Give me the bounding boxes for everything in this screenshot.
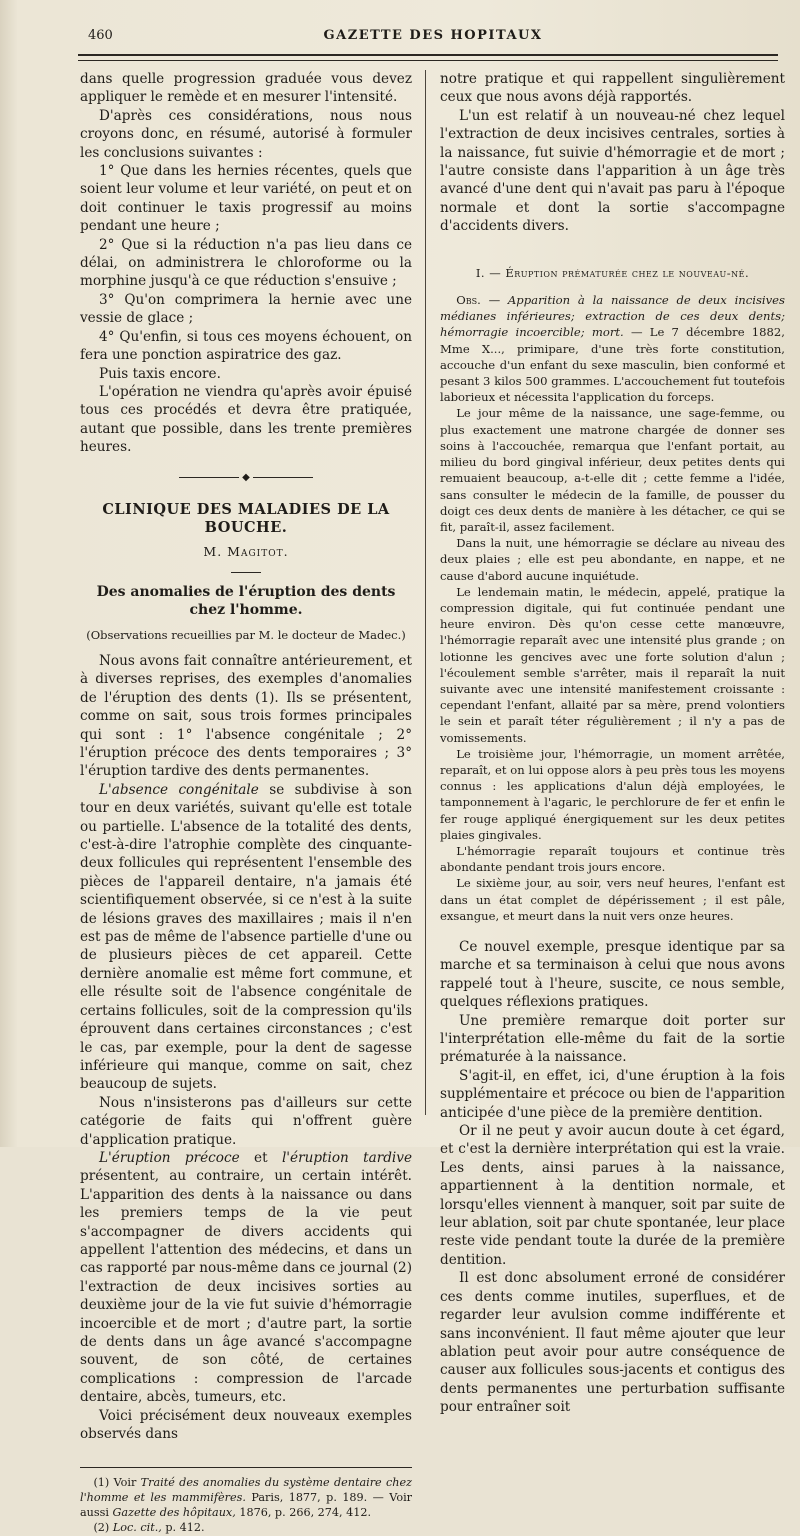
paragraph: notre pratique et qui rappellent singulièrement ceux que nous avons déjà rapportés. xyxy=(440,71,785,106)
page-number: 460 xyxy=(88,28,113,43)
footnote-1: (1) Voir Traité des anomalies du système dentaire chez l'homme et les mammifères. Paris, 1877, p. 189. — Voir aussi Gazette des hôpitaux, 1876, p. 266, 274, 412. xyxy=(80,1476,412,1520)
observation-paragraph: Le lendemain matin, le médecin, appelé, pratique la compression digitale, qui fut continuée pendant une heure environ. Dès qu'on cesse cette manœuvre, l'hémorragie reparaît avec une intensité plus grande ; on lotionne les gencives avec une forte solution d'alun ; l'écoulement semble s'arrêter, mais il reparaît la nuit suivante avec une intensité manifestement croissante : cependant l'enfant, allaité par sa mère, prend volontiers le sein et paraît téter régulièrement ; il n'y a pas de vomissements. xyxy=(440,584,785,745)
paragraph: D'après ces considérations, nous nous croyons donc, en résumé, autorisé à formuler les conclusions suivantes : xyxy=(80,107,412,161)
paragraph: Il est donc absolument erroné de considérer ces dents comme inutiles, superflues, et de regarder leur avulsion comme indifférente et sans inconvénient. Il faut même ajouter que leur ablation peut avoir pour autre conséquence de causer aux follicules sous-jacents et contigus des dents permanentes une perturbation suffisante pour entraîner soit xyxy=(440,1270,785,1416)
observation-credit: (Observations recueillies par M. le docteur de Madec.) xyxy=(86,627,406,642)
author-name: M. Magitot. xyxy=(203,544,289,560)
paragraph: Voici précisément deux nouveaux exemples observés dans xyxy=(80,1407,412,1443)
observation-intro: Obs. — Apparition à la naissance de deux incisives médianes inférieures; extraction de ces deux dents; hémorragie incoercible; mort. — Le 7 décembre 1882, Mme X..., primipare, d'une très forte constitution, accouche d'un enfant du sexe masculin, bien conformé et pesant 3 kilos 500 grammes. L'accouchement fut toutefois laborieux et nécessita l'application du forceps. xyxy=(440,293,785,405)
small-divider xyxy=(231,572,261,573)
conclusion-item: 1° Que dans les hernies récentes, quels que soient leur volume et leur variété, on peut et on doit continuer le taxis progressif au moins pendant une heure ; xyxy=(80,163,412,235)
conclusion-item: 3° Qu'on comprimera la hernie avec une vessie de glace ; xyxy=(80,291,412,327)
footnote-2: (2) Loc. cit., p. 412. xyxy=(93,1520,205,1534)
paragraph: L'absence congénitale se subdivise à son tour en deux variétés, suivant qu'elle est totale ou partielle. L'absence de la totalité des dents, c'est-à-dire l'atrophie complète des cinquante-deux follicules qui représentent l'ensemble des pièces de l'appareil dentaire, n'a jamais été scientifiquement observée, si ce n'est à la suite de lésions graves des maxillaires ; mais il n'en est pas de même de l'absence partielle d'une ou de plusieurs pièces de cet appareil. Cette dernière anomalie est même fort commune, et elle résulte soit de l'absence congénitale de certains follicules, soit de la compression qu'ils éprouvent dans certaines circonstances ; c'est le cas, par exemple, pour la dent de sagesse inférieure qui manque, comme on sait, chez beaucoup de sujets. xyxy=(80,781,413,1093)
column-divider xyxy=(425,70,426,1115)
section-heading: I. — Éruption prématurée chez le nouveau-né. xyxy=(475,265,750,280)
paragraph: Or il ne peut y avoir aucun doute à cet égard, et c'est la dernière interprétation qui est la vraie. Les dents, ainsi parues à la naissance, appartiennent à la dentition normale, et lorsqu'elles viennent à manquer, soit par suite de leur ablation, soit par chute spontanée, leur place reste vide pendant toute la durée de la première dentition. xyxy=(440,1123,785,1268)
paragraph: Ce nouvel exemple, presque identique par sa marche et sa terminaison à celui que nous avons rappelé tout à l'heure, suscite, ce nous semble, quelques réflexions pratiques. xyxy=(440,938,785,1011)
observation-paragraph: L'hémorragie reparaît toujours et continue très abondante pendant trois jours encore. xyxy=(440,843,785,875)
section-ornament: ◆ xyxy=(171,473,321,483)
paragraph: dans quelle progression graduée vous devez appliquer le remède et en mesurer l'intensité. xyxy=(80,71,412,106)
observation-block xyxy=(440,292,785,924)
paragraph: Nous avons fait connaître antérieurement, et à diverses reprises, des exemples d'anomalies de l'éruption des dents (1). Ils se présentent, comme on sait, sous trois formes principales qui sont : 1° l'absence congénitale ; 2° l'éruption précoce des dents temporaires ; 3° l'éruption tardive des dents permanentes. xyxy=(80,652,412,780)
conclusion-item: Puis taxis encore. xyxy=(99,365,221,382)
paragraph: Nous n'insisterons pas d'ailleurs sur cette catégorie de faits qui n'offrent guère d'application pratique. xyxy=(80,1094,412,1148)
clinic-heading: CLINIQUE DES MALADIES DE LA BOUCHE. xyxy=(102,500,390,536)
paragraph: L'opération ne viendra qu'après avoir épuisé tous ces procédés et devra être pratiquée, autant que possible, dans les trente premières heures. xyxy=(80,383,412,456)
page-header xyxy=(78,28,788,46)
article-title: Des anomalies de l'éruption des dents chez l'homme. xyxy=(96,583,396,619)
conclusion-item: 4° Qu'enfin, si tous ces moyens échouent, on fera une ponction aspiratrice des gaz. xyxy=(80,328,412,364)
observation-paragraph: Le jour même de la naissance, une sage-femme, ou plus exactement une matrone chargée de donner ses soins à l'accouchée, remarqua que l'enfant portait, au milieu du bord gingival inférieur, deux petites dents qui remuaient beaucoup, a-t-elle dit ; cette femme a l'idée, sans consulter le médecin de la famille, de pousser du doigt ces deux dents de manière à les détacher, ce qui se fit, paraît-il, assez facilement. xyxy=(440,406,785,534)
left-column xyxy=(80,70,412,1536)
paragraph: L'éruption précoce et l'éruption tardive présentent, au contraire, un certain intérêt. L'apparition des dents à la naissance ou dans les premiers temps de la vie peut s'accompagner de divers accidents qui appellent l'attention des médecins, et dans un cas rapporté par nous-même dans ce journal (2) l'extraction de deux incisives sorties au deuxième jour de la vie fut suivie d'hémorragie incoercible et de mort ; d'autre part, la sortie de dents dans un âge avancé s'accompagne souvent, de son côté, de certaines complications : compression de l'arcade dentaire, abcès, tumeurs, etc. xyxy=(80,1149,412,1406)
conclusion-item: 2° Que si la réduction n'a pas lieu dans ce délai, on administrera le chloroforme ou la morphine jusqu'à ce que réduction s'ensuive ; xyxy=(80,236,412,290)
paragraph: S'agit-il, en effet, ici, d'une éruption à la fois supplémentaire et précoce ou bien de l'apparition anticipée d'une pièce de la première dentition. xyxy=(440,1067,785,1121)
footnotes xyxy=(80,1467,412,1535)
observation-paragraph: Dans la nuit, une hémorragie se déclare au niveau des deux plaies ; elle est peu abondante, en nappe, et ne cause d'abord aucune inquiétude. xyxy=(440,536,785,583)
emphasis: L'absence congénitale xyxy=(99,781,259,798)
paragraph: Une première remarque doit porter sur l'interprétation elle-même du fait de la sortie prématurée à la naissance. xyxy=(440,1012,785,1066)
right-column xyxy=(440,70,785,1417)
observation-paragraph: Le sixième jour, au soir, vers neuf heures, l'enfant est dans un état complet de dépérissement ; il est pâle, exsangue, et meurt dans la nuit vers onze heures. xyxy=(440,876,785,923)
journal-title: GAZETTE DES HOPITAUX xyxy=(323,28,543,43)
paragraph: L'un est relatif à un nouveau-né chez lequel l'extraction de deux incisives centrales, sorties à la naissance, fut suivie d'hémorragie et de mort ; l'autre consiste dans l'apparition à un âge très avancé d'une dent qui n'avait pas paru à l'époque normale et dont la sortie s'accompagne d'accidents divers. xyxy=(440,107,785,235)
header-rule xyxy=(78,54,778,61)
observation-paragraph: Le troisième jour, l'hémorragie, un moment arrêtée, reparaît, et on lui oppose alors à peu près tous les moyens connus : les applications d'alun déjà employées, le tamponnement à l'agaric, le perchlorure de fer et enfin le fer rouge appliqué énergiquement sur les deux petites plaies gingivales. xyxy=(440,746,785,842)
